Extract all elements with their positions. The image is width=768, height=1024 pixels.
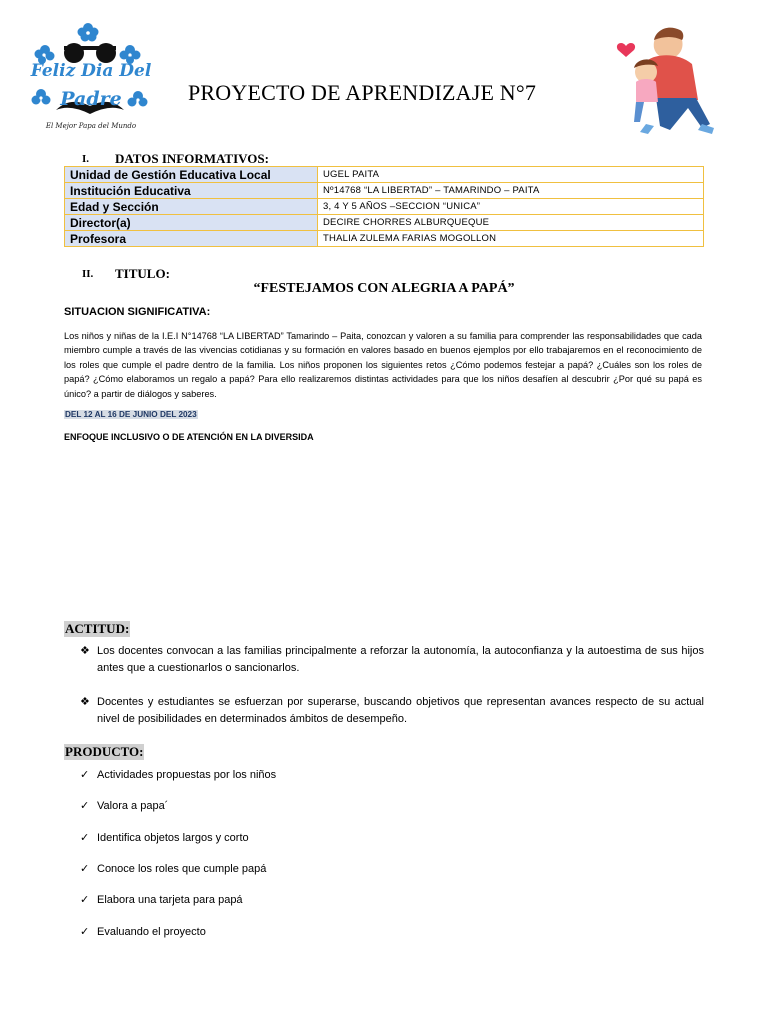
list-item (80, 831, 249, 845)
actitud-item-text: Docentes y estudiantes se esfuerzan por superarse, buscando objetivos que representan avances respecto de su actual nivel de posibilidades en determinados ámbitos de desempeño. (97, 696, 704, 725)
producto-heading: PRODUCTO: (65, 744, 144, 759)
list-item (80, 862, 266, 876)
actitud-heading: ACTITUD: (65, 621, 130, 636)
table-row (65, 167, 704, 183)
table-row (65, 231, 704, 247)
actitud-item-text: Los docentes convocan a las familias principalmente a reforzar la autonomía, la autoconfianza y la autoestima de sus hijos antes que a cuestionarlos o sancionarlos. (97, 645, 704, 674)
father-child-illustration (612, 20, 722, 140)
situacion-heading: SITUACION SIGNIFICATIVA: (64, 306, 211, 318)
check-icon: ✓ (80, 800, 90, 812)
info-table (64, 166, 704, 247)
section-title-datos: DATOS INFORMATIVOS: (115, 151, 269, 166)
situacion-paragraph: Los niños y niñas de la I.E.I N°14768 “LA LIBERTAD” Tamarindo – Paita, conozcan y valoren a su familia para comprender las responsabilidades que cada miembro cumple a través de las vivencias cotidianas y su formación en valores basado en buenos ejemplos por ello trabajaremos en el reconocimiento de los roles que cumple el padre dentro de la familia. Los niños proponen los siguientes retos ¿Cómo podemos festejar a papá? ¿Cuáles son los roles de papá? ¿Cómo elaboramos un regalo a papá? Para ello realizaremos distintas actividades para que los niños desafíen al descubrir ¿Por qué su papá es único? a partir de diálogos y saberes. (64, 331, 702, 399)
table-label: Profesora (65, 231, 318, 247)
producto-item-text: Actividades propuestas por los niños (97, 769, 277, 781)
table-row (65, 183, 704, 199)
check-icon: ✓ (80, 832, 90, 844)
father-hug-image (612, 20, 722, 140)
list-item (80, 893, 243, 907)
list-item (80, 925, 206, 939)
table-value: DECIRE CHORRES ALBURQUEQUE (318, 215, 704, 231)
table-value: 3, 4 Y 5 AÑOS –SECCION “UNICA” (318, 199, 704, 215)
diamond-bullet-icon: ❖ (80, 645, 90, 657)
check-icon: ✓ (80, 769, 90, 781)
table-label: Institución Educativa (65, 183, 318, 199)
logo-line-1: Feliz Dia Del (30, 61, 152, 81)
logo-line-2: Padre (60, 88, 122, 110)
table-label: Director(a) (65, 215, 318, 231)
heart-icon (617, 43, 635, 57)
producto-item-text: Valora a papa´ (97, 800, 169, 812)
list-item (80, 694, 704, 728)
table-row (65, 215, 704, 231)
table-row (65, 199, 704, 215)
section-number-titulo: II. (82, 268, 94, 280)
producto-item-text: Identifica objetos largos y corto (97, 832, 249, 844)
document-title: PROYECTO DE APRENDIZAJE N°7 (188, 80, 537, 105)
table-value: THALIA ZULEMA FARIAS MOGOLLON (318, 231, 704, 247)
check-icon: ✓ (80, 894, 90, 906)
table-label: Edad y Sección (65, 199, 318, 215)
check-icon: ✓ (80, 926, 90, 938)
table-label: Unidad de Gestión Educativa Local (65, 167, 318, 183)
section-title-titulo: TITULO: (115, 266, 170, 281)
list-item (80, 768, 276, 782)
table-value: UGEL PAITA (318, 167, 704, 183)
producto-item-text: Evaluando el proyecto (97, 926, 206, 938)
date-range: DEL 12 AL 16 DE JUNIO DEL 2023 (65, 410, 197, 419)
feliz-dia-del-padre-logo (26, 18, 156, 134)
list-item (80, 799, 168, 813)
project-title: “FESTEJAMOS CON ALEGRIA A PAPÁ” (253, 281, 515, 296)
producto-item-text: Elabora una tarjeta para papá (97, 894, 243, 906)
section-number-datos: I. (82, 153, 90, 165)
logo-tagline: El Mejor Papa del Mundo (45, 122, 137, 130)
producto-item-text: Conoce los roles que cumple papá (97, 863, 267, 875)
table-value: Nº14768 “LA LIBERTAD” – TAMARINDO – PAITA (318, 183, 704, 199)
check-icon: ✓ (80, 863, 90, 875)
list-item (80, 643, 704, 677)
enfoque-heading: ENFOQUE INCLUSIVO O DE ATENCIÓN EN LA DIVERSIDA (64, 432, 314, 442)
diamond-bullet-icon: ❖ (80, 696, 90, 708)
